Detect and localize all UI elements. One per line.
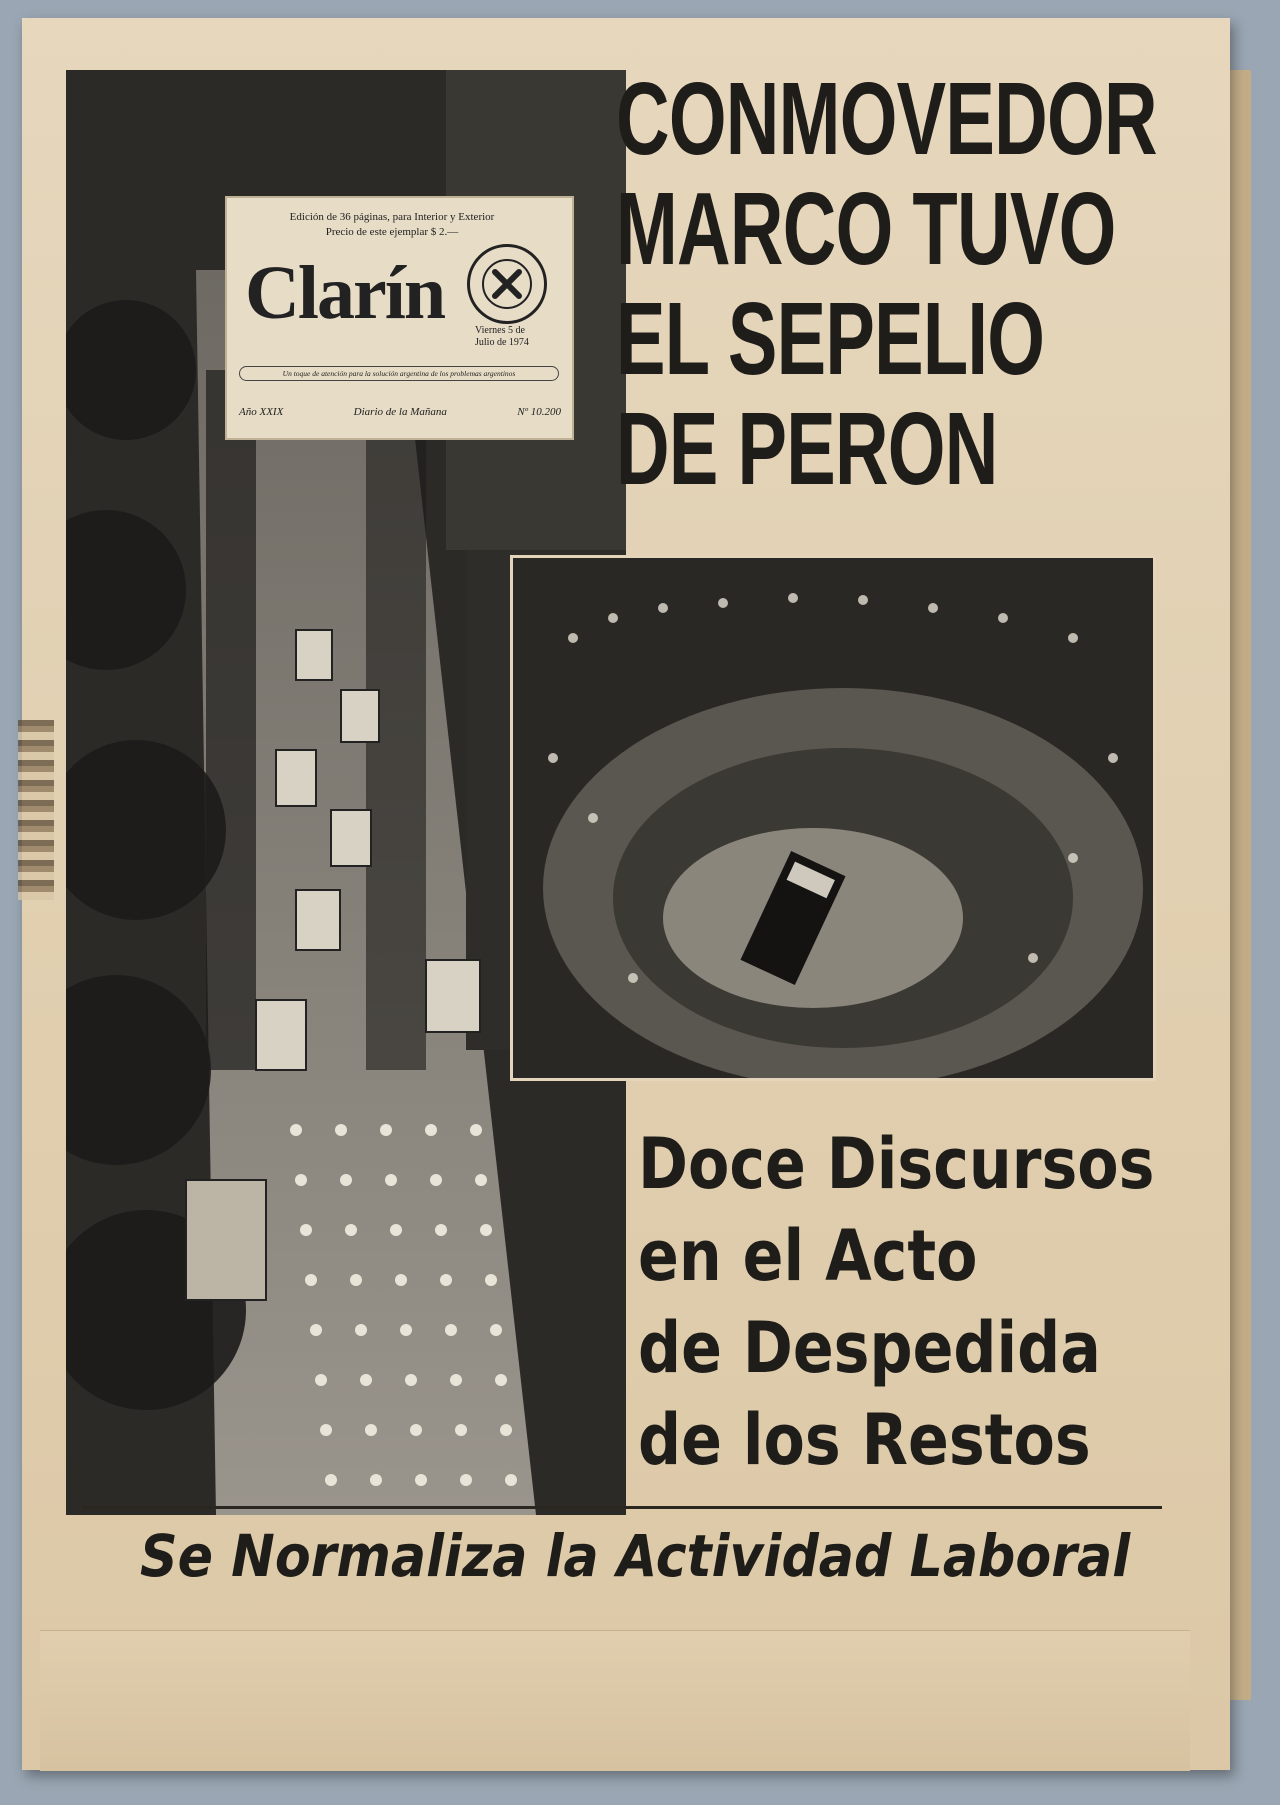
edition-info	[277, 210, 507, 240]
secondary-headline-line: Doce Discursos	[638, 1123, 1155, 1205]
volume-year: Año XXIX	[239, 406, 284, 418]
torn-left-margin	[18, 720, 54, 900]
edition-pages: Edición de 36 páginas, para Interior y Exterior	[289, 211, 495, 223]
masthead-footer	[239, 406, 561, 418]
congress-photo	[510, 555, 1156, 1081]
issue-date: Viernes 5 de Julio de 1974	[475, 325, 529, 348]
masthead-slogan: Un toque de atención para la solución argentina de los problemas argentinos	[239, 366, 559, 381]
edition-price: Precio de este ejemplar $ 2.—	[325, 226, 459, 238]
main-headline-line: EL SEPELIO	[616, 281, 1045, 396]
headline-divider	[82, 1506, 1162, 1509]
main-headline-line: DE PERON	[616, 391, 998, 506]
newspaper-logo: Clarín	[245, 251, 445, 335]
main-headline	[616, 61, 1157, 506]
secondary-headline-line: de Despedida	[638, 1307, 1101, 1389]
city-emblem-icon	[467, 244, 547, 324]
tagline: Diario de la Mañana	[353, 406, 447, 418]
issue-number: Nº 10.200	[517, 406, 561, 418]
secondary-headline-line: de los Restos	[638, 1399, 1091, 1481]
main-headline-line: MARCO TUVO	[616, 171, 1116, 286]
secondary-headline	[638, 1118, 1155, 1486]
main-headline-line: CONMOVEDOR	[616, 61, 1157, 176]
newspaper-fold-bottom	[40, 1630, 1190, 1771]
masthead	[225, 196, 574, 440]
bottom-headline: Se Normaliza la Actividad Laboral	[140, 1522, 1131, 1590]
secondary-headline-line: en el Acto	[638, 1215, 978, 1297]
